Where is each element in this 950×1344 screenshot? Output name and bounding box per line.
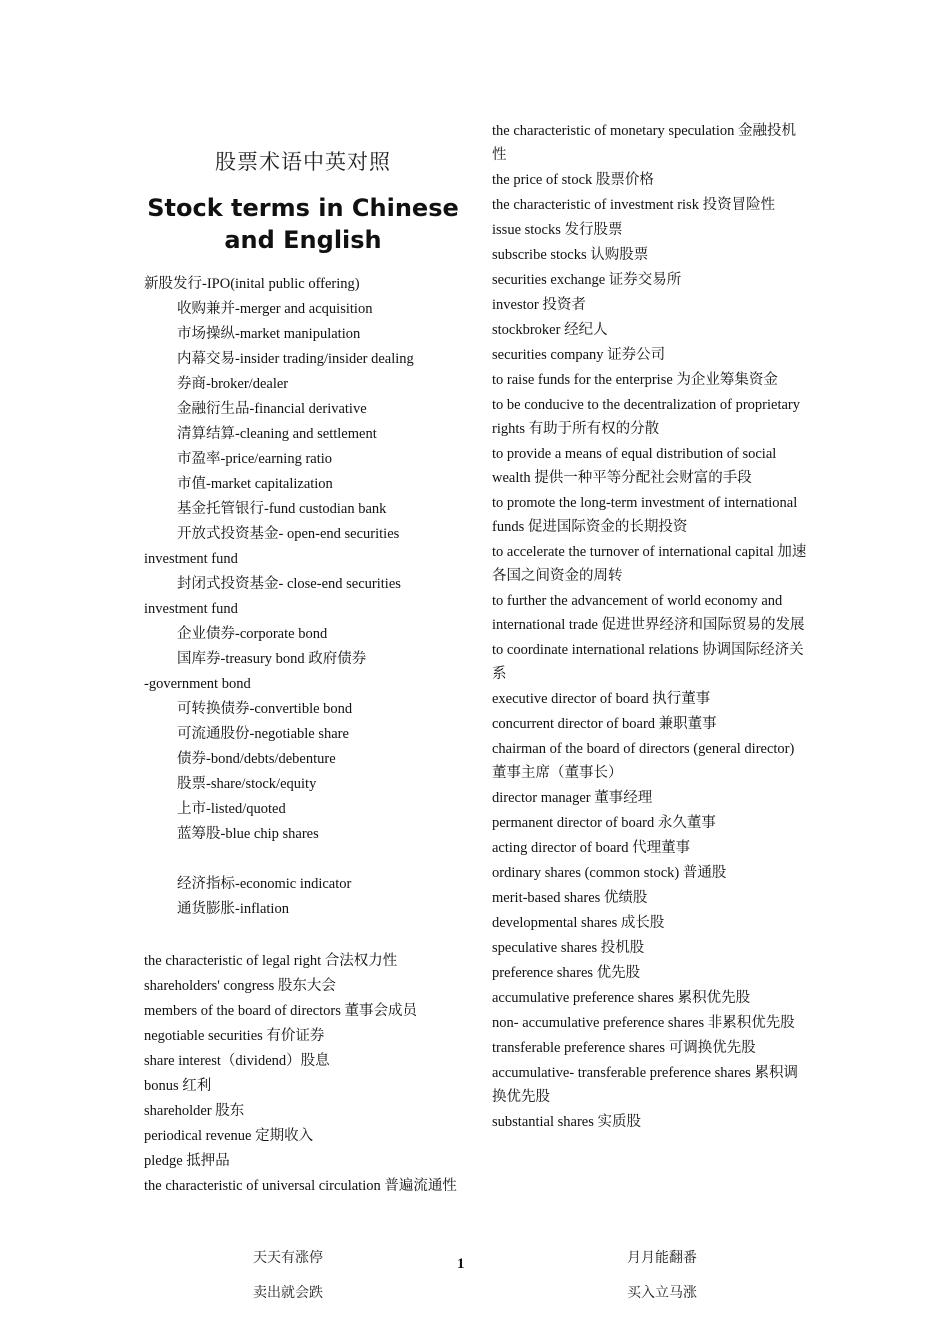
list-item: merit-based shares 优绩股 bbox=[492, 890, 648, 906]
list-item: 开放式投资基金- open-end securities bbox=[177, 526, 400, 542]
list-item: 可流通股份-negotiable share bbox=[177, 726, 349, 742]
english-title: Stock terms in Chinese and English bbox=[147, 194, 459, 254]
list-item: acting director of board 代理董事 bbox=[492, 840, 691, 856]
list-item: shareholders' congress 股东大会 bbox=[144, 978, 336, 994]
list-item: 收购兼并-merger and acquisition bbox=[177, 301, 373, 317]
list-item: 市值-market capitalization bbox=[177, 476, 333, 492]
list-item: subscribe stocks 认购股票 bbox=[492, 247, 649, 263]
list-item: securities exchange 证券交易所 bbox=[492, 272, 682, 288]
list-item: 金融衍生品-financial derivative bbox=[177, 401, 367, 417]
list-item: 蓝筹股-blue chip shares bbox=[177, 826, 319, 842]
list-item: issue stocks 发行股票 bbox=[492, 222, 623, 238]
list-item: 通货膨胀-inflation bbox=[177, 901, 289, 917]
list-item: share interest（dividend）股息 bbox=[144, 1053, 330, 1069]
left-column bbox=[144, 120, 462, 1199]
glossary-list-indented bbox=[144, 272, 462, 922]
list-item: accumulative- transferable preference shares 累积调换优先股 bbox=[492, 1065, 798, 1105]
chinese-title: 股票术语中英对照 bbox=[215, 150, 391, 174]
list-item: members of the board of directors 董事会成员 bbox=[144, 1003, 418, 1019]
list-item: substantial shares 实质股 bbox=[492, 1114, 642, 1130]
list-item: ordinary shares (common stock) 普通股 bbox=[492, 865, 727, 881]
list-item: executive director of board 执行董事 bbox=[492, 691, 711, 707]
list-item: accumulative preference shares 累积优先股 bbox=[492, 990, 751, 1006]
list-item: 经济指标-economic indicator bbox=[177, 876, 352, 892]
list-item: negotiable securities 有价证券 bbox=[144, 1028, 325, 1044]
list-item: 市场操纵-market manipulation bbox=[177, 326, 361, 342]
glossary-list-right bbox=[492, 119, 810, 1134]
list-item: permanent director of board 永久董事 bbox=[492, 815, 716, 831]
list-item: the characteristic of legal right 合法权力性 bbox=[144, 953, 398, 969]
footer-left-bottom: 卖出就会跌 bbox=[253, 1285, 323, 1301]
list-item: chairman of the board of directors (general director) 董事主席（董事长） bbox=[492, 741, 795, 781]
list-item: bonus 红利 bbox=[144, 1078, 212, 1094]
list-item: 市盈率-price/earning ratio bbox=[177, 451, 333, 467]
list-item: -government bond bbox=[144, 676, 251, 692]
glossary-list-left bbox=[144, 949, 462, 1198]
list-item: to accelerate the turnover of international capital 加速各国之间资金的周转 bbox=[492, 544, 807, 584]
list-item: the price of stock 股票价格 bbox=[492, 172, 654, 188]
list-item: the characteristic of monetary speculation 金融投机性 bbox=[492, 123, 796, 163]
footer-right-top: 月月能翻番 bbox=[627, 1250, 697, 1266]
list-item: the characteristic of investment risk 投资冒险性 bbox=[492, 197, 776, 213]
list-item: 封闭式投资基金- close-end securities bbox=[177, 576, 401, 592]
list-item: 债券-bond/debts/debenture bbox=[177, 751, 336, 767]
list-item: 企业债券-corporate bond bbox=[177, 626, 328, 642]
list-item: investment fund bbox=[144, 601, 238, 617]
list-item: shareholder 股东 bbox=[144, 1103, 245, 1119]
list-item: to further the advancement of world economy and international trade 促进世界经济和国际贸易的发展 bbox=[492, 593, 805, 633]
list-item: 券商-broker/dealer bbox=[177, 376, 289, 392]
list-item: to provide a means of equal distribution of social wealth 提供一种平等分配社会财富的手段 bbox=[492, 446, 777, 486]
list-item: 清算结算-cleaning and settlement bbox=[177, 426, 377, 442]
list-item: periodical revenue 定期收入 bbox=[144, 1128, 314, 1144]
right-column bbox=[492, 119, 810, 1135]
list-item: transferable preference shares 可调换优先股 bbox=[492, 1040, 756, 1056]
list-item: speculative shares 投机股 bbox=[492, 940, 645, 956]
list-item: to promote the long-term investment of international funds 促进国际资金的长期投资 bbox=[492, 495, 798, 535]
list-item: stockbroker 经纪人 bbox=[492, 322, 608, 338]
list-item: non- accumulative preference shares 非累积优先股 bbox=[492, 1015, 795, 1031]
list-item: to be conducive to the decentralization of proprietary rights 有助于所有权的分散 bbox=[492, 397, 800, 437]
list-item: concurrent director of board 兼职董事 bbox=[492, 716, 717, 732]
list-item: 可转换债券-convertible bond bbox=[177, 701, 353, 717]
list-item: 国库券-treasury bond 政府债券 bbox=[177, 651, 367, 667]
list-item: to coordinate international relations 协调国际经济关系 bbox=[492, 642, 804, 682]
list-item: to raise funds for the enterprise 为企业筹集资金 bbox=[492, 372, 778, 388]
footer-left-top: 天天有涨停 bbox=[253, 1250, 323, 1266]
list-item: preference shares 优先股 bbox=[492, 965, 641, 981]
list-item: investment fund bbox=[144, 551, 238, 567]
list-item: director manager 董事经理 bbox=[492, 790, 653, 806]
spacer bbox=[144, 847, 462, 872]
list-item: pledge 抵押品 bbox=[144, 1153, 230, 1169]
list-item: 基金托管银行-fund custodian bank bbox=[177, 501, 387, 517]
list-item: developmental shares 成长股 bbox=[492, 915, 665, 931]
list-item: 内幕交易-insider trading/insider dealing bbox=[177, 351, 414, 367]
page-number: 1 bbox=[457, 1256, 465, 1272]
list-item: the characteristic of universal circulation 普遍流通性 bbox=[144, 1178, 457, 1194]
list-item: 上市-listed/quoted bbox=[177, 801, 286, 817]
list-item: securities company 证券公司 bbox=[492, 347, 666, 363]
footer-right-bottom: 买入立马涨 bbox=[627, 1285, 697, 1301]
list-item: 新股发行-IPO(inital public offering) bbox=[144, 276, 360, 292]
list-item: investor 投资者 bbox=[492, 297, 586, 313]
list-item: 股票-share/stock/equity bbox=[177, 776, 317, 792]
